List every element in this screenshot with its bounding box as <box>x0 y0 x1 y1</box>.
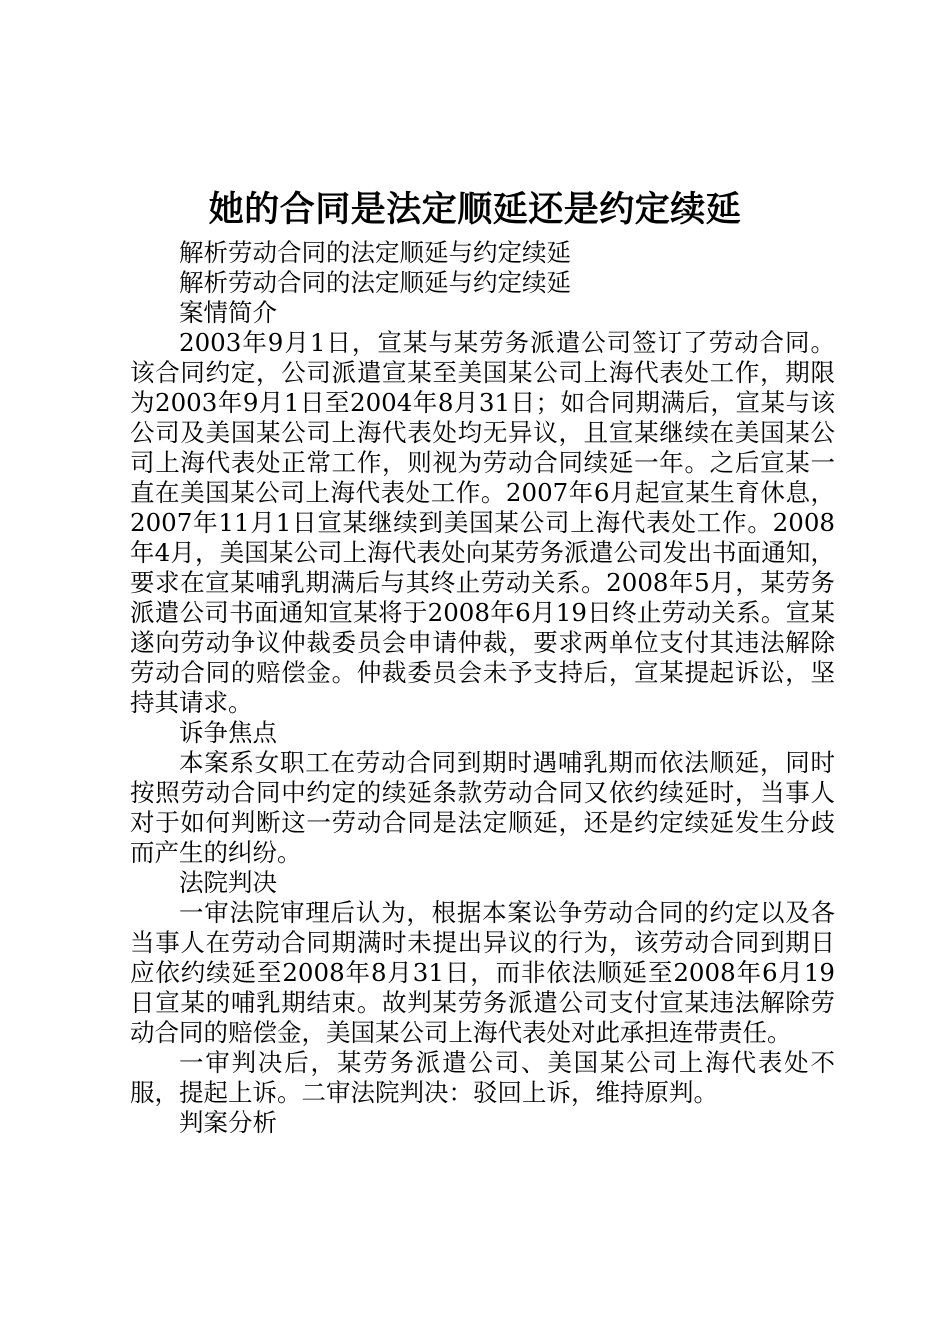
subtitle-line: 解析劳动合同的法定顺延与约定续延 <box>179 238 571 267</box>
paragraph-appeal: 一审判决后，某劳务派遣公司、美国某公司上海代表处不服，提起上诉。二审法院判决：驳回上诉，维持原判。 <box>130 1048 835 1107</box>
section-heading-court-judgment: 法院判决 <box>179 868 277 897</box>
section-heading-case-analysis: 判案分析 <box>179 1108 277 1137</box>
paragraph-case-summary: 2003年9月1日，宣某与某劳务派遣公司签订了劳动合同。该合同约定，公司派遣宣某至美国某公司上海代表处工作，期限为2003年9月1日至2004年8月31日；如合同期满后，宣某与该公司及美国某公司上海代表处均无异议，且宣某继续在美国某公司上海代表处正常工作，则视为劳动合同续延一年。之后宣某一直在美国某公司上海代表处工作。2007年6月起宣某生育休息，2007年11月1日宣某继续到美国某公司上海代表处工作。2008年4月，美国某公司上海代表处向某劳务派遣公司发出书面通知，要求在宣某哺乳期满后与其终止劳动关系。2008年5月，某劳务派遣公司书面通知宣某将于2008年6月19日终止劳动关系。宣某遂向劳动争议仲裁委员会申请仲裁，要求两单位支付其违法解除劳动合同的赔偿金。仲裁委员会未予支持后，宣某提起诉讼，坚持其请求。 <box>130 328 835 717</box>
subtitle-line: 解析劳动合同的法定顺延与约定续延 <box>179 268 571 297</box>
document-title: 她的合同是法定顺延还是约定续延 <box>208 189 742 230</box>
document-body <box>130 238 835 1138</box>
section-heading-dispute-focus: 诉争焦点 <box>179 718 277 747</box>
section-heading-case-summary: 案情简介 <box>179 298 277 327</box>
paragraph-first-instance: 一审法院审理后认为，根据本案讼争劳动合同的约定以及各当事人在劳动合同期满时未提出异议的行为，该劳动合同到期日应依约续延至2008年8月31日，而非依法顺延至2008年6月19日宣某的哺乳期结束。故判某劳务派遣公司支付宣某违法解除劳动合同的赔偿金，美国某公司上海代表处对此承担连带责任。 <box>130 898 835 1047</box>
paragraph-dispute-focus: 本案系女职工在劳动合同到期时遇哺乳期而依法顺延，同时按照劳动合同中约定的续延条款劳动合同又依约续延时，当事人对于如何判断这一劳动合同是法定顺延，还是约定续延发生分歧而产生的纠纷。 <box>130 748 835 867</box>
